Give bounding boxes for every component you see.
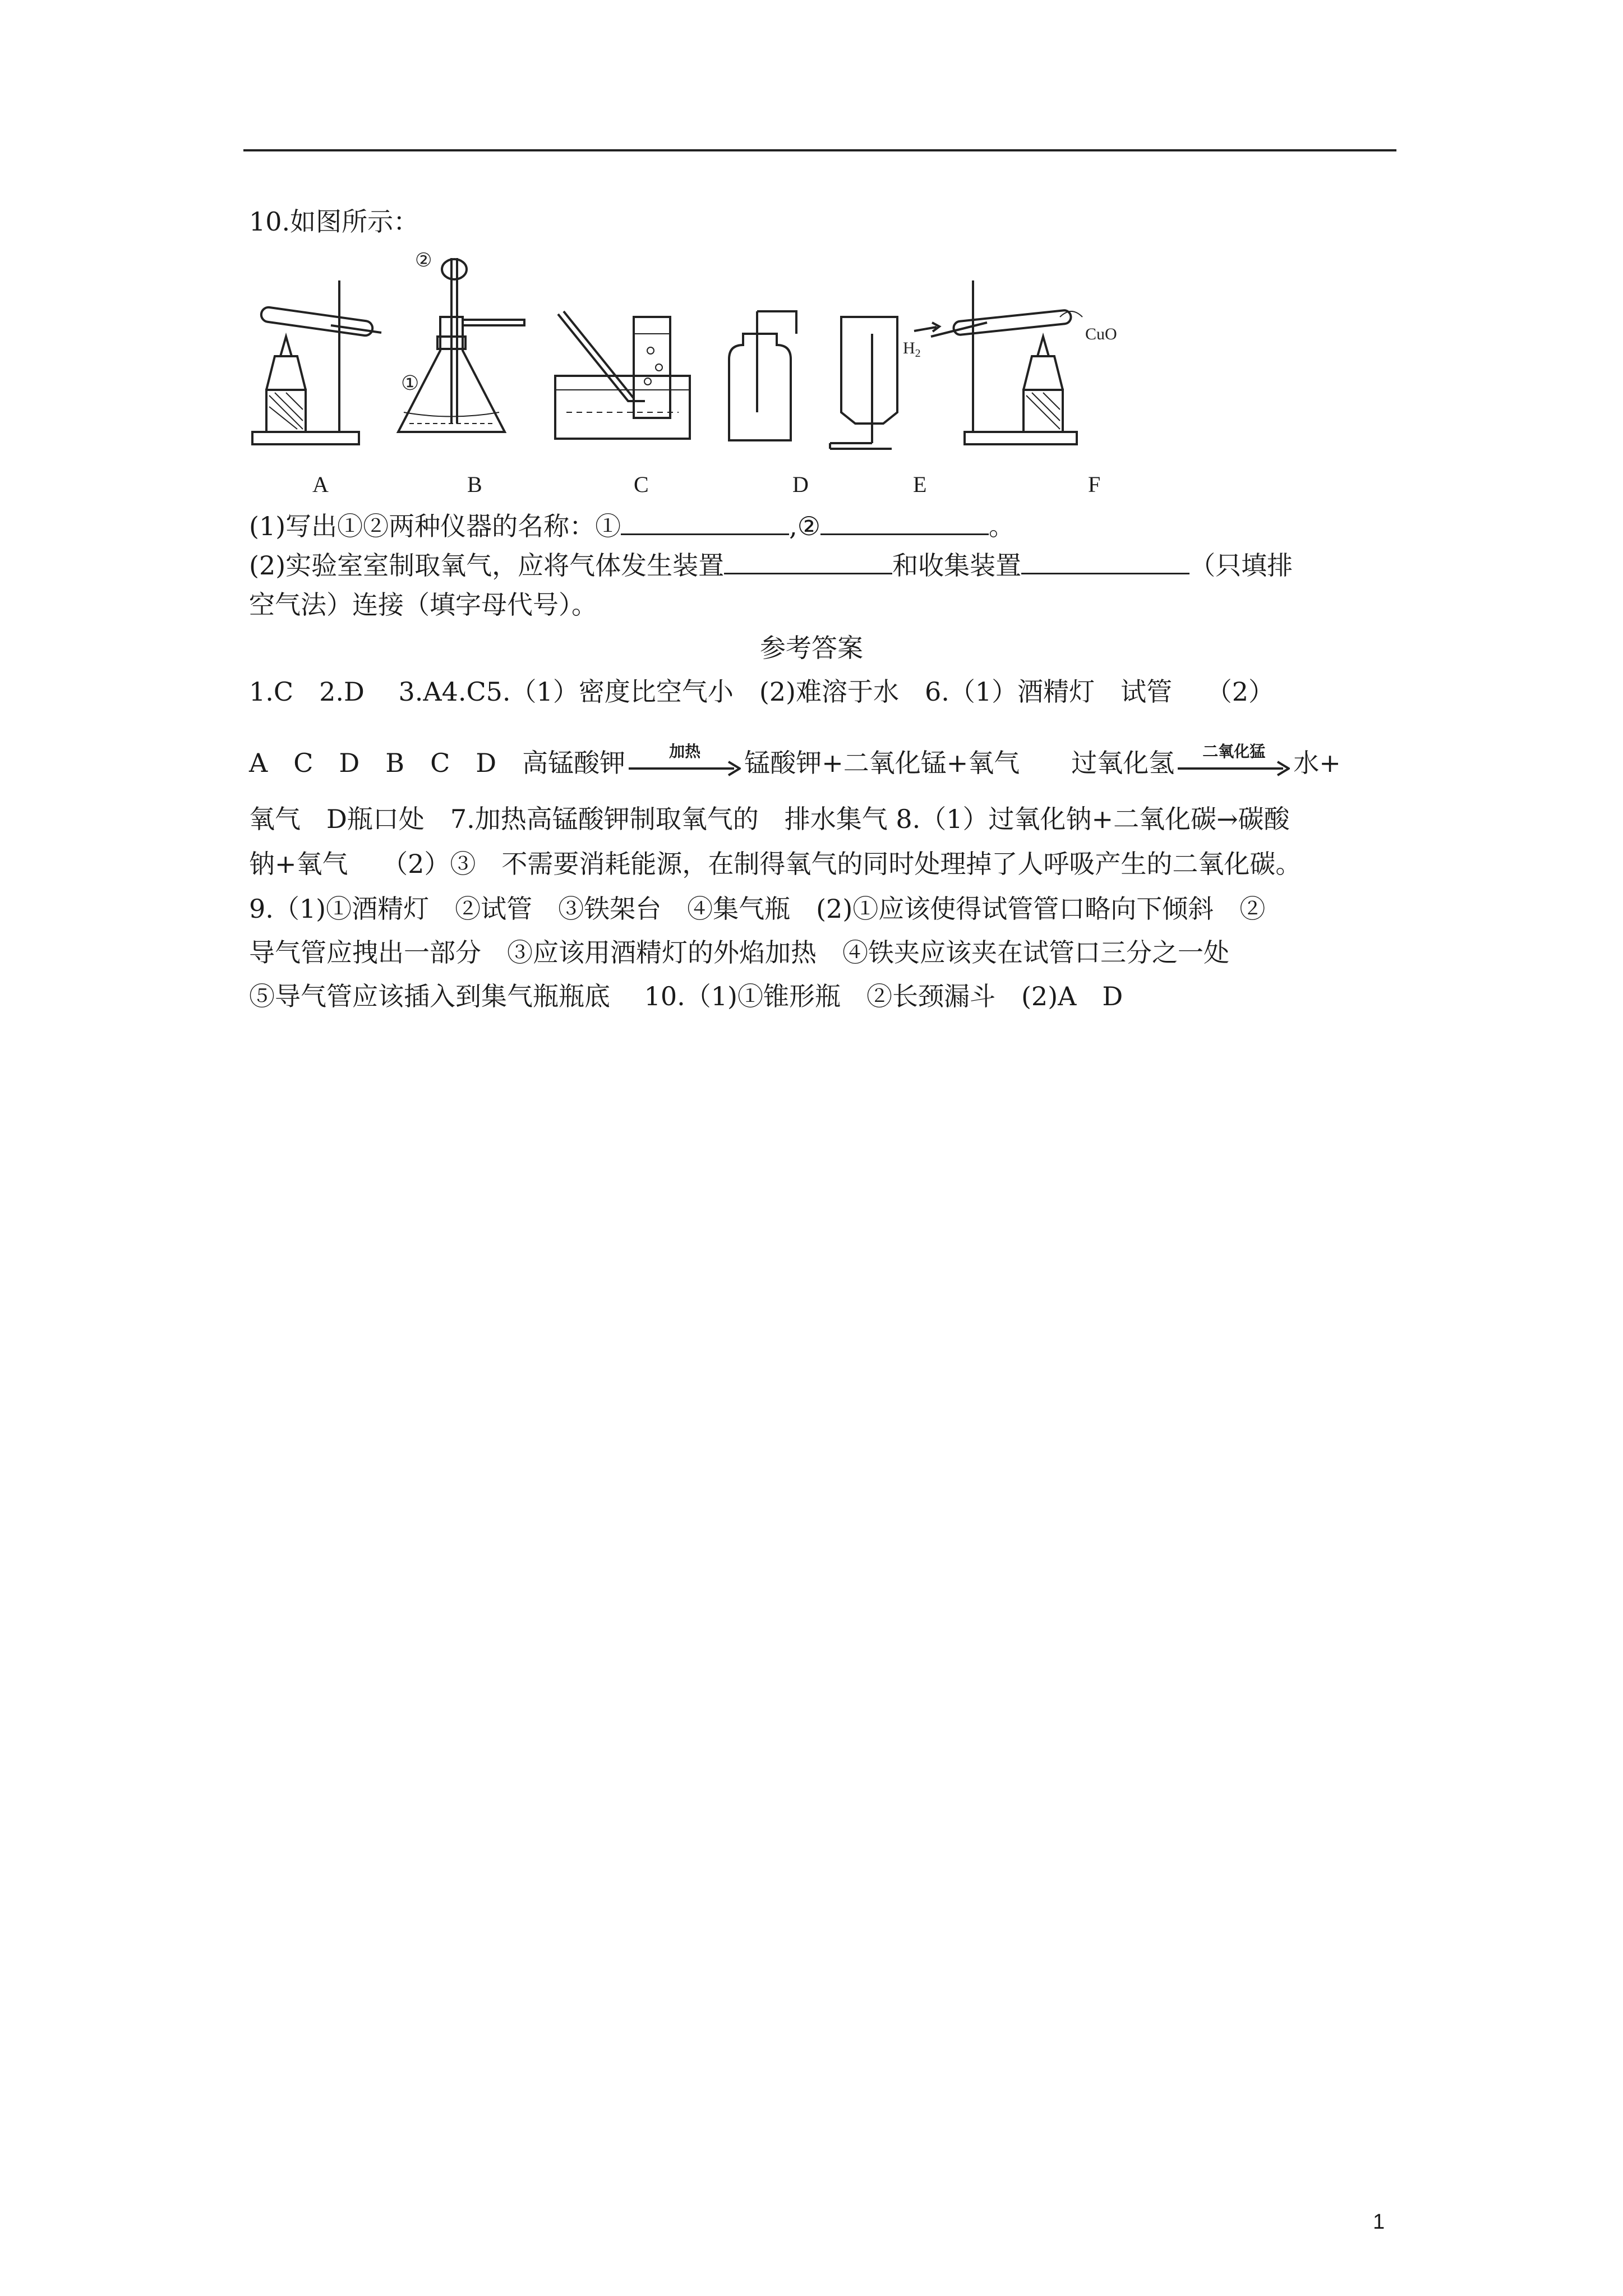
apparatus-c <box>555 311 690 439</box>
blank-3[interactable] <box>724 547 892 574</box>
label-d: D <box>792 472 809 497</box>
apparatus-b <box>398 258 524 432</box>
mark-h2: $H_2$ <box>903 339 921 360</box>
answer-line-5: 9.（1)①酒精灯 ②试管 ③铁架台 ④集气瓶 (2)①应该使得试管管口略向下倾斜 ② <box>249 894 1266 924</box>
blank-1[interactable] <box>621 508 789 535</box>
label-b: B <box>467 472 482 497</box>
reaction-arrow-catalyst: 二氧化猛 <box>1178 754 1290 776</box>
mark-one: ① <box>401 372 419 394</box>
apparatus-a <box>252 280 381 444</box>
label-f: F <box>1088 472 1101 497</box>
question-part-2: (2)实验室室制取氧气，应将气体发生装置 和收集装置 （只填排 <box>249 547 1293 582</box>
answer-line-6: 导气管应拽出一部分 ③应该用酒精灯的外焰加热 ④铁夹应该夹在试管口三分之一处 <box>249 937 1229 968</box>
answer-line-2: A C D B C D 高锰酸钾 加热 锰酸钾+二氧化锰+氧气 过氧化氢 二氧化猛 水+ <box>249 742 1341 778</box>
page-number: 1 <box>1373 2210 1385 2234</box>
mark-cuo: CuO <box>1085 325 1117 343</box>
reaction-arrow-heat: 加热 <box>629 754 741 776</box>
apparatus-e <box>830 317 897 449</box>
question-title: 10.如图所示： <box>249 206 419 237</box>
label-e: E <box>913 472 927 497</box>
answers-heading: 参考答案 <box>760 633 863 663</box>
apparatus-f <box>914 280 1082 444</box>
answer-line-7: ⑤导气管应该插入到集气瓶瓶底 10.（1)①锥形瓶 ②长颈漏斗 (2)A D <box>249 981 1123 1011</box>
answer-line-1: 1.C 2.D 3.A4.C5.（1）密度比空气小 (2)难溶于水 6.（1）酒精灯 试管 （2） <box>249 677 1275 707</box>
answer-line-3: 氧气 D瓶口处 7.加热高锰酸钾制取氧气的 排水集气 8.（1）过氧化钠+二氧化碳→碳酸 <box>249 804 1290 834</box>
label-c: C <box>634 472 649 497</box>
apparatus-figure <box>241 233 1195 502</box>
answer-line-4: 钠+氧气 （2）③ 不需要消耗能源，在制得氧气的同时处理掉了人呼吸产生的二氧化碳。 <box>249 849 1302 879</box>
blank-4[interactable] <box>1021 547 1189 574</box>
mark-two: ② <box>415 250 432 271</box>
question-part-1: (1)写出①②两种仪器的名称：① ,② 。 <box>249 508 1015 543</box>
question-part-2-cont: 空气法）连接（填字母代号）。 <box>249 590 597 620</box>
label-a: A <box>312 472 329 497</box>
apparatus-d <box>729 311 796 440</box>
header-rule <box>243 149 1396 151</box>
blank-2[interactable] <box>820 508 989 535</box>
